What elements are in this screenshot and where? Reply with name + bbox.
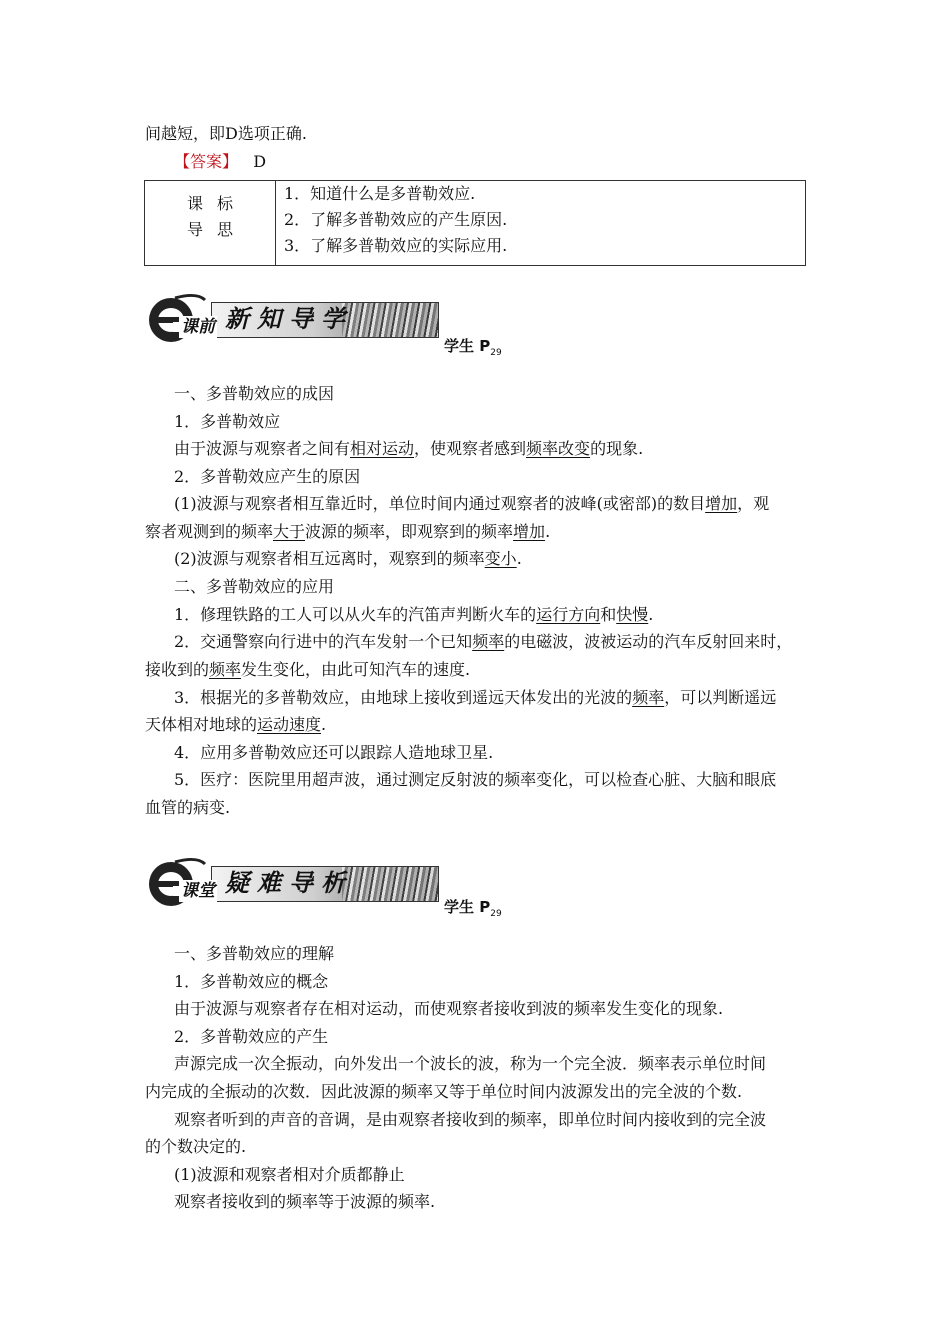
paragraph: 观察者听到的声音的音调，是由观察者接收到的频率，即单位时间内接收到的完全波 — [174, 1110, 767, 1129]
course-goals-list — [276, 181, 806, 266]
answer-label: 【答案】 — [174, 152, 239, 171]
paragraph: (1)波源与观察者相互靠近时，单位时间内通过观察者的波峰(或密部)的数目增加，观 — [174, 494, 770, 513]
course-goals-head: 课标 导思 — [145, 181, 276, 266]
goal-item: 1．知道什么是多普勒效应. — [284, 184, 476, 203]
paragraph: 观察者接收到的频率等于波源的频率. — [174, 1192, 436, 1211]
intro-line: 间越短，即D选项正确. — [145, 124, 307, 143]
paragraph: 察者观测到的频率大于波源的频率，即观察到的频率增加. — [145, 522, 551, 541]
subheading: 2．多普勒效应的产生 — [174, 1027, 329, 1046]
paragraph: 的个数决定的. — [145, 1137, 247, 1156]
paragraph: 血管的病变. — [145, 798, 231, 817]
paragraph: 由于波源与观察者存在相对运动，而使观察者接收到波的频率发生变化的现象. — [174, 999, 724, 1018]
section-banner-new-knowledge — [145, 290, 437, 348]
section-banner-difficulty — [145, 854, 437, 912]
answer-line — [174, 152, 266, 172]
heading: 二、多普勒效应的应用 — [174, 577, 335, 596]
paragraph: 由于波源与观察者之间有相对运动，使观察者感到频率改变的现象. — [174, 439, 644, 458]
student-page-ref: 学生 $P_{29}$ — [444, 898, 502, 919]
banner-tag: 课堂 — [181, 881, 215, 901]
subheading: (1)波源和观察者相对介质都静止 — [174, 1165, 405, 1184]
paragraph: 1．修理铁路的工人可以从火车的汽笛声判断火车的运行方向和快慢. — [174, 605, 654, 624]
banner-tag: 课前 — [181, 317, 215, 337]
subheading: 1．多普勒效应 — [174, 412, 281, 431]
heading: 一、多普勒效应的理解 — [174, 944, 335, 963]
answer-value: D — [253, 152, 267, 171]
goal-item: 3．了解多普勒效应的实际应用. — [284, 236, 508, 255]
banner-title: 疑难导析 — [225, 868, 353, 897]
subheading: 2．多普勒效应产生的原因 — [174, 467, 361, 486]
course-goals-table — [144, 180, 806, 266]
paragraph: 天体相对地球的运动速度. — [145, 715, 327, 734]
paragraph: 内完成的全振动的次数．因此波源的频率又等于单位时间内波源发出的完全波的个数. — [145, 1082, 743, 1101]
heading: 一、多普勒效应的成因 — [174, 384, 335, 403]
paragraph: 2．交通警察向行进中的汽车发射一个已知频率的电磁波，波被运动的汽车反射回来时， — [174, 632, 793, 651]
paragraph: 接收到的频率发生变化，由此可知汽车的速度. — [145, 660, 471, 679]
paragraph: 声源完成一次全振动，向外发出一个波长的波，称为一个完全波．频率表示单位时间 — [174, 1054, 767, 1073]
banner-title: 新知导学 — [225, 304, 353, 333]
paragraph: 3．根据光的多普勒效应，由地球上接收到遥远天体发出的光波的频率，可以判断遥远 — [174, 688, 777, 707]
paragraph: 4．应用多普勒效应还可以跟踪人造地球卫星. — [174, 743, 494, 762]
subheading: 1．多普勒效应的概念 — [174, 972, 329, 991]
paragraph: 5．医疗：医院里用超声波，通过测定反射波的频率变化，可以检查心脏、大脑和眼底 — [174, 770, 777, 789]
student-page-ref: 学生 $P_{29}$ — [444, 337, 502, 358]
paragraph: (2)波源与观察者相互远离时，观察到的频率变小. — [174, 549, 522, 568]
goal-item: 2．了解多普勒效应的产生原因. — [284, 210, 508, 229]
